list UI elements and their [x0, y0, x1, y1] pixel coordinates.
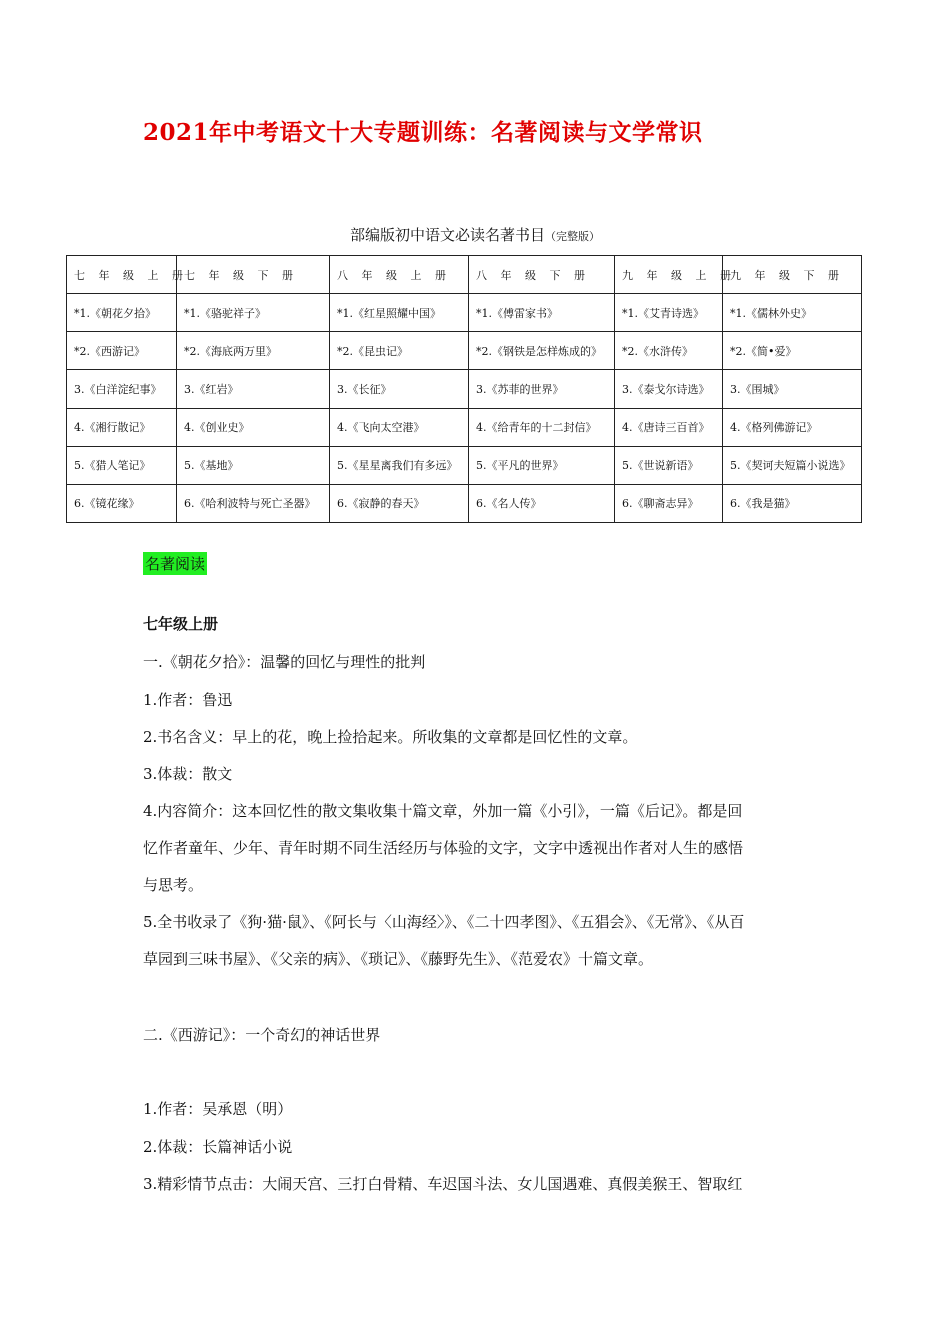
table-cell: 6.《寂静的春天》 — [330, 484, 469, 522]
table-cell: 5.《平凡的世界》 — [469, 446, 615, 484]
header-cell: 九 年 级 下 册 — [723, 256, 862, 294]
header-cell: 七 年 级 下 册 — [177, 256, 330, 294]
table-cell: 5.《猎人笔记》 — [67, 446, 177, 484]
body-line: 与思考。 — [143, 876, 204, 894]
body-line: 3.体裁：散文 — [143, 765, 233, 783]
section-label-highlight: 名著阅读 — [143, 552, 207, 575]
table-row — [67, 484, 862, 522]
header-cell: 九 年 级 上 册 — [615, 256, 723, 294]
table-cell: 4.《唐诗三百首》 — [615, 408, 723, 446]
table-row — [67, 294, 862, 332]
table-cell: *1.《儒林外史》 — [723, 294, 862, 332]
body-line: 1.作者：吴承恩（明） — [143, 1100, 293, 1118]
table-cell: 4.《格列佛游记》 — [723, 408, 862, 446]
table-row — [67, 446, 862, 484]
table-cell: 4.《湘行散记》 — [67, 408, 177, 446]
body-line: 3.精彩情节点击：大闹天宫、三打白骨精、车迟国斗法、女儿国遇难、真假美猴王、智取红 — [143, 1175, 743, 1193]
table-cell: *1.《骆驼祥子》 — [177, 294, 330, 332]
table-cell: *2.《昆虫记》 — [330, 332, 469, 370]
body-line: 2.书名含义：早上的花，晚上捡拾起来。所收集的文章都是回忆性的文章。 — [143, 728, 638, 746]
body-line: 草园到三味书屋》、《父亲的病》、《琐记》、《藤野先生》、《范爱农》十篇文章。 — [143, 950, 654, 968]
table-caption — [0, 224, 950, 245]
table-cell: 6.《镜花缘》 — [67, 484, 177, 522]
table-cell: *1.《红星照耀中国》 — [330, 294, 469, 332]
table-cell: 4.《飞向太空港》 — [330, 408, 469, 446]
table-cell: 6.《聊斋志异》 — [615, 484, 723, 522]
table-caption-text: 部编版初中语文必读名著书目 — [349, 226, 545, 244]
header-cell: 八 年 级 上 册 — [330, 256, 469, 294]
table-row — [67, 408, 862, 446]
table-cell: 5.《基地》 — [177, 446, 330, 484]
grade-heading: 七年级上册 — [143, 615, 219, 633]
table-cell: 4.《给青年的十二封信》 — [469, 408, 615, 446]
header-cell: 七 年 级 上 册 — [67, 256, 177, 294]
table-cell: *2.《简•爱》 — [723, 332, 862, 370]
body-line: 4.内容简介：这本回忆性的散文集收集十篇文章，外加一篇《小引》，一篇《后记》。都是回 — [143, 802, 743, 820]
table-cell: *2.《水浒传》 — [615, 332, 723, 370]
table-cell: 5.《契诃夫短篇小说选》 — [723, 446, 862, 484]
table-cell: 3.《白洋淀纪事》 — [67, 370, 177, 408]
table-cell: 3.《苏菲的世界》 — [469, 370, 615, 408]
body-line: 2.体裁：长篇神话小说 — [143, 1138, 293, 1156]
body-line: 1.作者：鲁迅 — [143, 691, 233, 709]
table-row — [67, 332, 862, 370]
table-cell: *1.《艾青诗选》 — [615, 294, 723, 332]
table-cell: 3.《红岩》 — [177, 370, 330, 408]
table-cell: *1.《朝花夕拾》 — [67, 294, 177, 332]
table-cell: *2.《西游记》 — [67, 332, 177, 370]
table-cell: 6.《我是猫》 — [723, 484, 862, 522]
table-cell: 3.《围城》 — [723, 370, 862, 408]
table-cell: 3.《长征》 — [330, 370, 469, 408]
book-list-table — [66, 255, 862, 523]
table-caption-note: （完整版） — [545, 230, 600, 243]
work-title-line: 二.《西游记》：一个奇幻的神话世界 — [143, 1026, 381, 1044]
table-cell: 6.《哈利波特与死亡圣器》 — [177, 484, 330, 522]
table-row — [67, 370, 862, 408]
table-cell: *1.《傅雷家书》 — [469, 294, 615, 332]
table-cell: 6.《名人传》 — [469, 484, 615, 522]
table-cell: 3.《泰戈尔诗选》 — [615, 370, 723, 408]
header-cell: 八 年 级 下 册 — [469, 256, 615, 294]
table-cell: 4.《创业史》 — [177, 408, 330, 446]
body-line: 忆作者童年、少年、青年时期不同生活经历与体验的文字，文字中透视出作者对人生的感悟 — [143, 839, 744, 857]
table-header-row — [67, 256, 862, 294]
table-cell: 5.《星星离我们有多远》 — [330, 446, 469, 484]
table-cell: 5.《世说新语》 — [615, 446, 723, 484]
page-title: 2021年中考语文十大专题训练：名著阅读与文学常识 — [143, 119, 703, 146]
table-cell: *2.《钢铁是怎样炼成的》 — [469, 332, 615, 370]
body-line: 5.全书收录了《狗·猫·鼠》、《阿长与〈山海经〉》、《二十四孝图》、《五猖会》、《无常》、《从百 — [143, 913, 745, 931]
table-cell: *2.《海底两万里》 — [177, 332, 330, 370]
work-title-line: 一.《朝花夕拾》：温馨的回忆与理性的批判 — [143, 653, 426, 671]
